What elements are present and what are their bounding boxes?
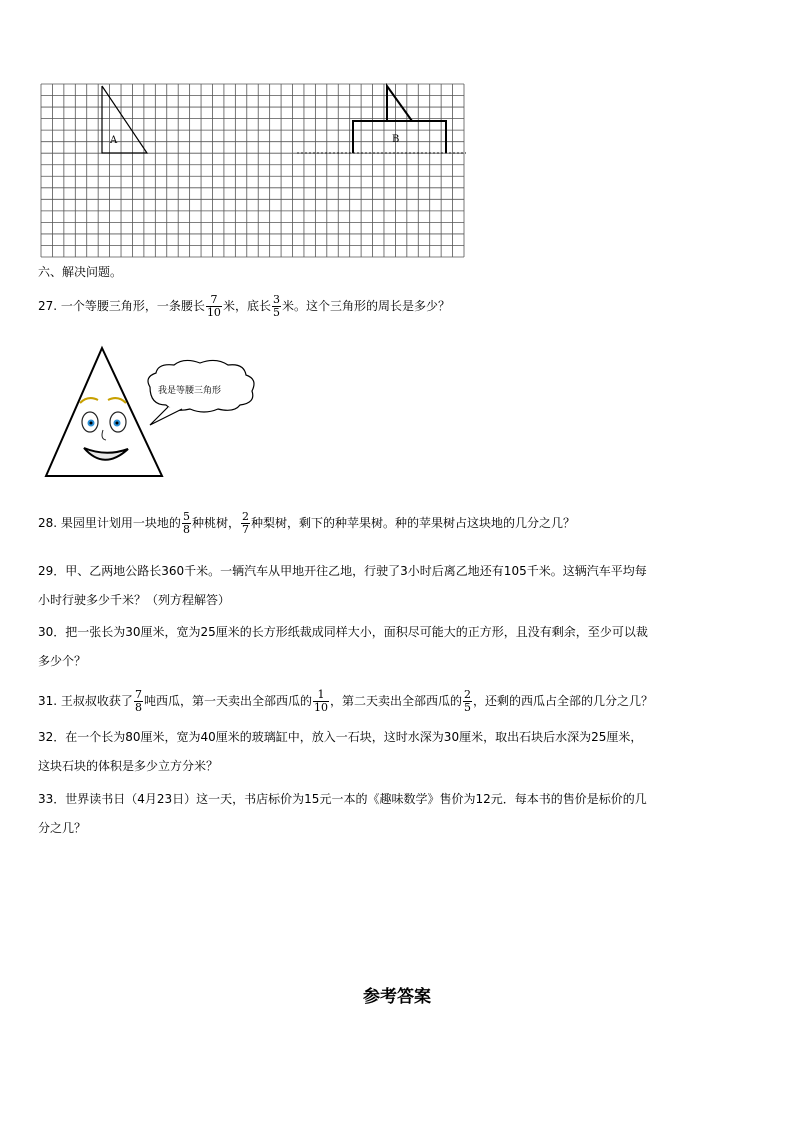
q27-text3: 米。这个三角形的周长是多少？ xyxy=(281,299,450,313)
shape-b xyxy=(353,121,446,153)
label-b: B xyxy=(392,134,400,145)
q27-f2-numerator: 3 xyxy=(272,293,280,306)
q31-f1-numerator: 7 xyxy=(134,688,142,701)
question-29-line2: 小时行驶多少千米？（列方程解答） xyxy=(38,593,231,607)
q28-fraction-2 xyxy=(241,511,250,536)
question-32-line1: 32．在一个长为80厘米，宽为40厘米的玻璃缸中，放入一石块，这时水深为30厘米，取出石块后水深为25厘米， xyxy=(38,730,643,744)
q31-f2-numerator: 1 xyxy=(313,689,329,702)
question-28 xyxy=(38,509,575,537)
q28-num: 28. xyxy=(38,516,58,530)
q31-f1-denominator: 8 xyxy=(134,701,142,714)
q31-fraction-3 xyxy=(463,689,472,714)
q27-f1-denominator: 10 xyxy=(206,306,221,319)
q31-f3-denominator: 5 xyxy=(463,701,471,714)
q27-f2-denominator: 5 xyxy=(272,306,280,319)
speech-bubble-text: 我是等腰三角形 xyxy=(158,386,222,396)
q31-num: 31. xyxy=(38,694,58,708)
answer-section-title: 参考答案 xyxy=(363,987,431,1007)
q28-text2: 种桃树， xyxy=(191,516,240,530)
q28-fraction-1 xyxy=(182,511,191,536)
q31-text1: 王叔叔收获了 xyxy=(60,694,133,708)
q27-fraction-2 xyxy=(272,294,281,319)
label-a: A xyxy=(110,135,118,146)
q31-text2: 吨西瓜，第一天卖出全部西瓜的 xyxy=(143,694,312,708)
question-33-line1: 33．世界读书日（4月23日）这一天，书店标价为15元一本的《趣味数学》售价为12元．每本书的售价是标价的几 xyxy=(38,792,647,806)
q27-f1-numerator: 7 xyxy=(206,294,222,307)
q27-fraction-1 xyxy=(206,294,222,319)
question-29-line1: 29．甲、乙两地公路长360千米。一辆汽车从甲地开往乙地，行驶了3小时后离乙地还有105千米。这辆汽车平均每 xyxy=(38,564,647,578)
q27-num: 27. xyxy=(38,299,58,313)
question-31 xyxy=(38,686,653,716)
q31-fraction-1 xyxy=(134,689,143,714)
q28-f2-denominator: 7 xyxy=(241,523,249,536)
q28-f1-denominator: 8 xyxy=(182,523,190,536)
question-32-line2: 这块石块的体积是多少立方分米？ xyxy=(38,759,219,773)
question-30-line2: 多少个？ xyxy=(38,654,87,668)
question-30-line1: 30．把一张长为30厘米，宽为25厘米的长方形纸裁成同样大小，面积尽可能大的正方形，且没有剩余，至少可以裁 xyxy=(38,625,648,639)
grid-figure xyxy=(40,83,470,259)
q28-text3: 种梨树，剩下的种苹果树。种的苹果树占这块地的几分之几？ xyxy=(250,516,575,530)
q27-text2: 米，底长 xyxy=(222,299,271,313)
question-33-line2: 分之几？ xyxy=(38,821,87,835)
grid-lines xyxy=(41,84,464,257)
q31-f2-denominator: 10 xyxy=(313,701,328,714)
question-27 xyxy=(38,292,450,320)
q31-text3: ，第二天卖出全部西瓜的 xyxy=(329,694,462,708)
q28-f2-numerator: 2 xyxy=(241,510,249,523)
q28-text1: 果园里计划用一块地的 xyxy=(60,516,181,530)
q31-fraction-2 xyxy=(313,689,329,714)
shape-b-flag xyxy=(387,86,412,121)
q27-text1: 一个等腰三角形，一条腰长 xyxy=(60,299,205,313)
q31-text4: ，还剩的西瓜占全部的几分之几？ xyxy=(472,694,653,708)
q31-f3-numerator: 2 xyxy=(463,688,471,701)
isosceles-triangle-cartoon xyxy=(40,345,270,480)
section-heading: 六、解决问题。 xyxy=(38,265,123,279)
q28-f1-numerator: 5 xyxy=(182,510,190,523)
triangle-a xyxy=(102,86,147,153)
